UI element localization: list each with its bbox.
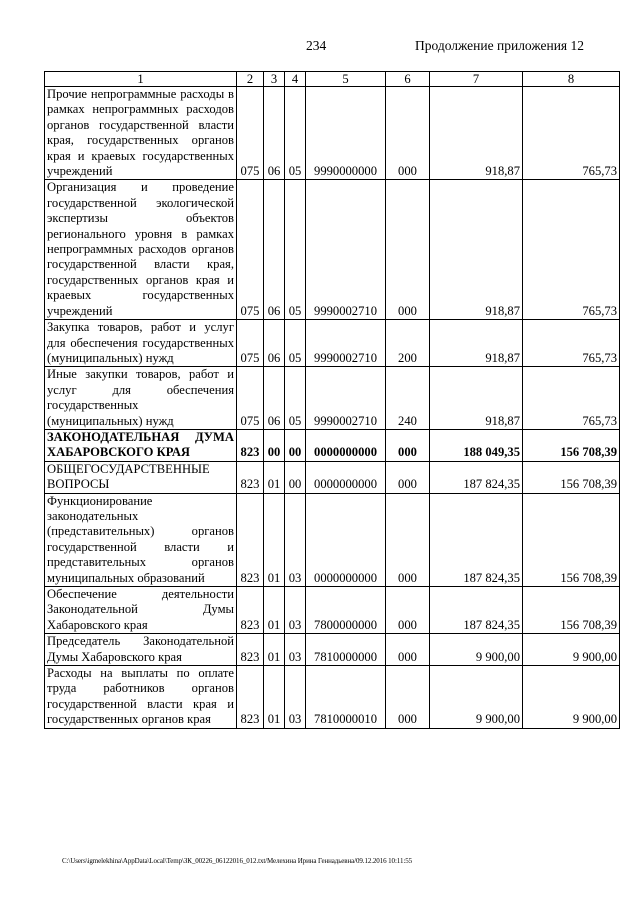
row-name-cell: Функционирование законодательных (представительных) органов государственной власти и представительных органов муниципальных образований <box>45 493 237 586</box>
target-article-cell: 7810000010 <box>306 666 386 729</box>
ministry-code-cell: 823 <box>237 429 264 461</box>
ministry-code-cell: 823 <box>237 634 264 666</box>
row-name-cell: Прочие непрограммные расходы в рамках непрограммных расходов органов государственной власти края, государственных органов края и краевых государственных учреждений <box>45 87 237 180</box>
target-article-cell: 0000000000 <box>306 429 386 461</box>
amount-2018-cell: 765,73 <box>523 320 620 367</box>
subsection-code-cell: 03 <box>285 493 306 586</box>
table-row <box>45 634 620 666</box>
row-name-cell: Иные закупки товаров, работ и услуг для обеспечения государственных (муниципальных) нужд <box>45 367 237 430</box>
expense-type-cell: 000 <box>386 180 430 320</box>
subsection-code-cell: 05 <box>285 87 306 180</box>
target-article-cell: 0000000000 <box>306 461 386 493</box>
row-name-cell: Обеспечение деятельности Законодательной Думы Хабаровского края <box>45 587 237 634</box>
section-code-cell: 01 <box>264 666 285 729</box>
subsection-code-cell: 05 <box>285 180 306 320</box>
subsection-code-cell: 03 <box>285 634 306 666</box>
ministry-code-cell: 075 <box>237 180 264 320</box>
subsection-code-cell: 00 <box>285 429 306 461</box>
subsection-code-cell: 05 <box>285 367 306 430</box>
section-code-cell: 01 <box>264 461 285 493</box>
row-name-cell: Организация и проведение государственной экологической экспертизы объектов регионального уровня в рамках непрограммных расходов органов государственной власти края, государственных органов края и краевых государственных учреждений <box>45 180 237 320</box>
section-code-cell: 06 <box>264 367 285 430</box>
file-path-footer: C:\Users\igmelekhina\AppData\Local\Temp\ЗК_00226_06122016_012.txt/Мелехина Ирина Геннадьевна/09.12.2016 10:11:55 <box>62 857 412 865</box>
table-row <box>45 587 620 634</box>
amount-2017-cell: 187 824,35 <box>430 587 523 634</box>
amount-2017-cell: 918,87 <box>430 367 523 430</box>
subsection-code-cell: 03 <box>285 587 306 634</box>
amount-2017-cell: 187 824,35 <box>430 493 523 586</box>
expense-type-cell: 000 <box>386 429 430 461</box>
row-name-cell: ОБЩЕГОСУДАРСТВЕННЫЕ ВОПРОСЫ <box>45 461 237 493</box>
column-header: 7 <box>430 72 523 87</box>
amount-2018-cell: 156 708,39 <box>523 493 620 586</box>
column-header: 4 <box>285 72 306 87</box>
ministry-code-cell: 075 <box>237 320 264 367</box>
column-header: 8 <box>523 72 620 87</box>
expense-type-cell: 000 <box>386 634 430 666</box>
ministry-code-cell: 075 <box>237 367 264 430</box>
table-row <box>45 87 620 180</box>
amount-2018-cell: 765,73 <box>523 87 620 180</box>
amount-2018-cell: 765,73 <box>523 367 620 430</box>
amount-2018-cell: 9 900,00 <box>523 666 620 729</box>
ministry-code-cell: 823 <box>237 493 264 586</box>
row-name-cell: ЗАКОНОДАТЕЛЬНАЯ ДУМА ХАБАРОВСКОГО КРАЯ <box>45 429 237 461</box>
expense-type-cell: 000 <box>386 666 430 729</box>
table-row <box>45 180 620 320</box>
target-article-cell: 9990002710 <box>306 320 386 367</box>
table-row <box>45 429 620 461</box>
budget-table <box>44 71 620 729</box>
target-article-cell: 9990002710 <box>306 180 386 320</box>
target-article-cell: 9990000000 <box>306 87 386 180</box>
row-name-cell: Закупка товаров, работ и услуг для обеспечения государственных (муниципальных) нужд <box>45 320 237 367</box>
expense-type-cell: 000 <box>386 587 430 634</box>
section-code-cell: 01 <box>264 587 285 634</box>
ministry-code-cell: 823 <box>237 587 264 634</box>
target-article-cell: 0000000000 <box>306 493 386 586</box>
subsection-code-cell: 03 <box>285 666 306 729</box>
section-code-cell: 01 <box>264 634 285 666</box>
table-row <box>45 367 620 430</box>
amount-2017-cell: 918,87 <box>430 180 523 320</box>
amount-2018-cell: 9 900,00 <box>523 634 620 666</box>
subsection-code-cell: 00 <box>285 461 306 493</box>
amount-2017-cell: 9 900,00 <box>430 666 523 729</box>
amount-2017-cell: 918,87 <box>430 320 523 367</box>
target-article-cell: 7800000000 <box>306 587 386 634</box>
ministry-code-cell: 823 <box>237 666 264 729</box>
amount-2018-cell: 156 708,39 <box>523 461 620 493</box>
page-number: 234 <box>306 38 327 53</box>
target-article-cell: 7810000000 <box>306 634 386 666</box>
row-name-cell: Расходы на выплаты по оплате труда работников органов государственной власти края и государственных органов края <box>45 666 237 729</box>
section-code-cell: 06 <box>264 180 285 320</box>
expense-type-cell: 240 <box>386 367 430 430</box>
table-row <box>45 666 620 729</box>
table-row <box>45 493 620 586</box>
amount-2017-cell: 918,87 <box>430 87 523 180</box>
subsection-code-cell: 05 <box>285 320 306 367</box>
column-header: 1 <box>45 72 237 87</box>
ministry-code-cell: 075 <box>237 87 264 180</box>
target-article-cell: 9990002710 <box>306 367 386 430</box>
amount-2018-cell: 156 708,39 <box>523 587 620 634</box>
expense-type-cell: 000 <box>386 461 430 493</box>
section-code-cell: 06 <box>264 320 285 367</box>
ministry-code-cell: 823 <box>237 461 264 493</box>
amount-2018-cell: 156 708,39 <box>523 429 620 461</box>
column-header: 5 <box>306 72 386 87</box>
amount-2017-cell: 188 049,35 <box>430 429 523 461</box>
expense-type-cell: 000 <box>386 87 430 180</box>
amount-2018-cell: 765,73 <box>523 180 620 320</box>
column-number-row <box>45 72 620 87</box>
amount-2017-cell: 187 824,35 <box>430 461 523 493</box>
expense-type-cell: 000 <box>386 493 430 586</box>
table-row <box>45 461 620 493</box>
section-code-cell: 00 <box>264 429 285 461</box>
column-header: 6 <box>386 72 430 87</box>
column-header: 3 <box>264 72 285 87</box>
table-row <box>45 320 620 367</box>
row-name-cell: Председатель Законодательной Думы Хабаровского края <box>45 634 237 666</box>
expense-type-cell: 200 <box>386 320 430 367</box>
appendix-continuation-note: Продолжение приложения 12 <box>415 38 585 53</box>
section-code-cell: 01 <box>264 493 285 586</box>
column-header: 2 <box>237 72 264 87</box>
amount-2017-cell: 9 900,00 <box>430 634 523 666</box>
section-code-cell: 06 <box>264 87 285 180</box>
